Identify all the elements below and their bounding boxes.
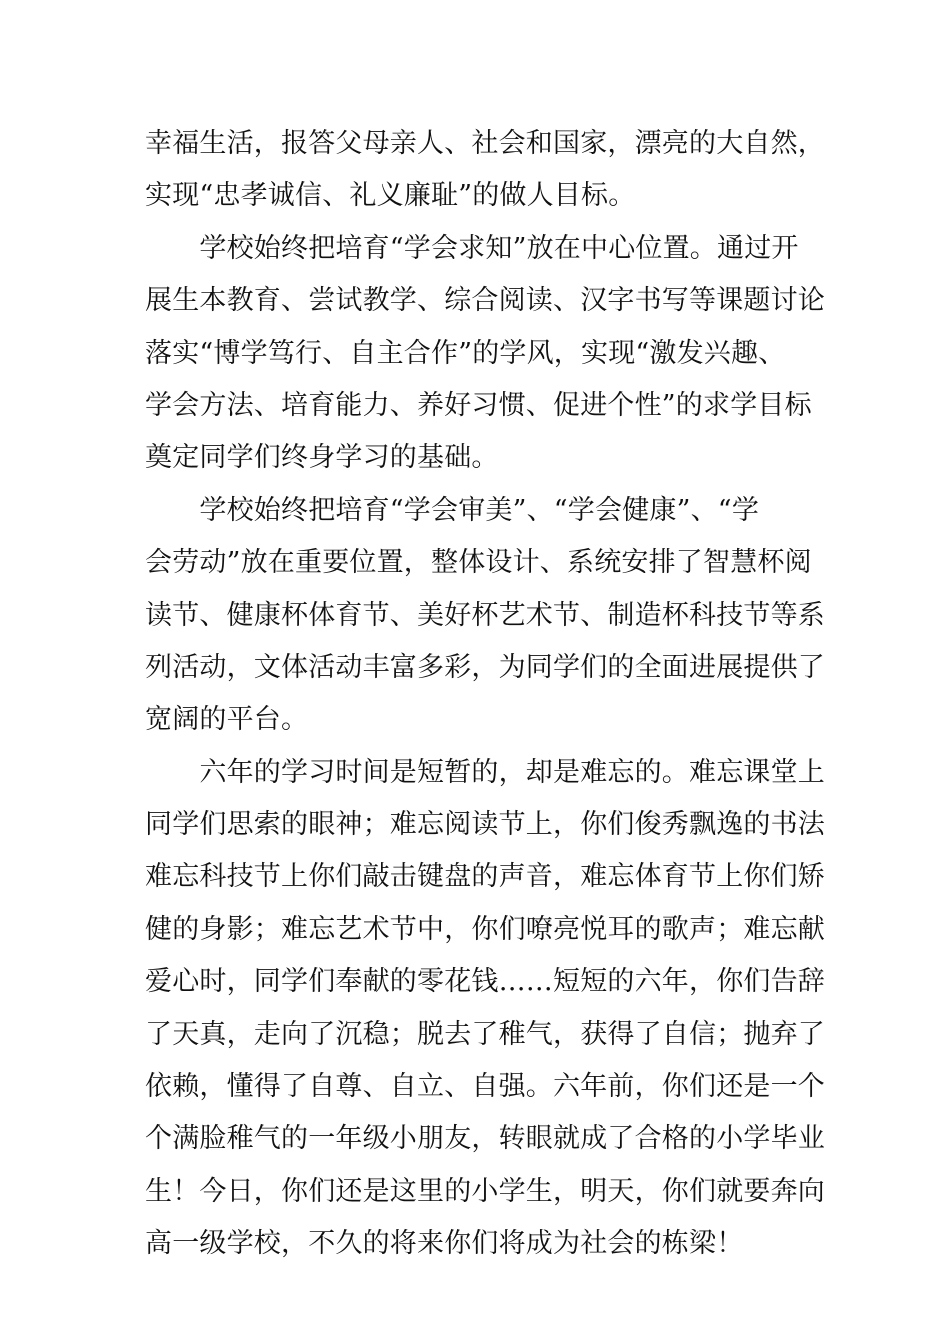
text-line: 依赖，懂得了自尊、自立、自强。六年前，你们还是一个 bbox=[145, 1071, 825, 1103]
text-line: 学会方法、培育能力、养好习惯、促进个性”的求学目标 bbox=[145, 389, 812, 421]
text-line: 高一级学校，不久的将来你们将成为社会的栋梁！ bbox=[145, 1228, 744, 1260]
text-line: 展生本教育、尝试教学、综合阅读、汉字书写等课题讨论 bbox=[145, 285, 825, 317]
text-line: 个满脸稚气的一年级小朋友，转眼就成了合格的小学毕业 bbox=[145, 1123, 825, 1155]
text-line: 落实“博学笃行、自主合作”的学风，实现“激发兴趣、 bbox=[145, 337, 786, 369]
text-line: 生！今日，你们还是这里的小学生，明天，你们就要奔向 bbox=[145, 1175, 825, 1207]
text-line: 同学们思索的眼神；难忘阅读节上，你们俊秀飘逸的书法 bbox=[145, 809, 825, 841]
text-line: 学校始终把培育“学会求知”放在中心位置。通过开 bbox=[145, 232, 799, 264]
text-line: 爱心时，同学们奉献的零花钱……短短的六年，你们告辞 bbox=[145, 966, 825, 998]
text-line: 六年的学习时间是短暂的，却是难忘的。难忘课堂上 bbox=[145, 756, 825, 788]
text-line: 实现“忠孝诚信、礼义廉耻”的做人目标。 bbox=[145, 180, 636, 212]
text-line: 宽阔的平台。 bbox=[145, 704, 309, 736]
text-line: 幸福生活，报答父母亲人、社会和国家，漂亮的大自然， bbox=[145, 128, 825, 159]
text-line: 奠定同学们终身学习的基础。 bbox=[145, 442, 499, 474]
text-line: 学校始终把培育“学会审美”、“学会健康”、“学 bbox=[145, 494, 760, 526]
text-line: 会劳动”放在重要位置，整体设计、系统安排了智慧杯阅 bbox=[145, 547, 812, 579]
text-line: 读节、健康杯体育节、美好杯艺术节、制造杯科技节等系 bbox=[145, 599, 825, 631]
text-line: 了天真，走向了沉稳；脱去了稚气，获得了自信；抛弃了 bbox=[145, 1018, 825, 1050]
text-line: 难忘科技节上你们敲击键盘的声音，难忘体育节上你们矫 bbox=[145, 861, 825, 893]
text-line: 健的身影；难忘艺术节中，你们嘹亮悦耳的歌声；难忘献 bbox=[145, 913, 825, 945]
document-body bbox=[145, 118, 825, 1271]
text-line: 列活动，文体活动丰富多彩，为同学们的全面进展提供了 bbox=[145, 651, 825, 683]
